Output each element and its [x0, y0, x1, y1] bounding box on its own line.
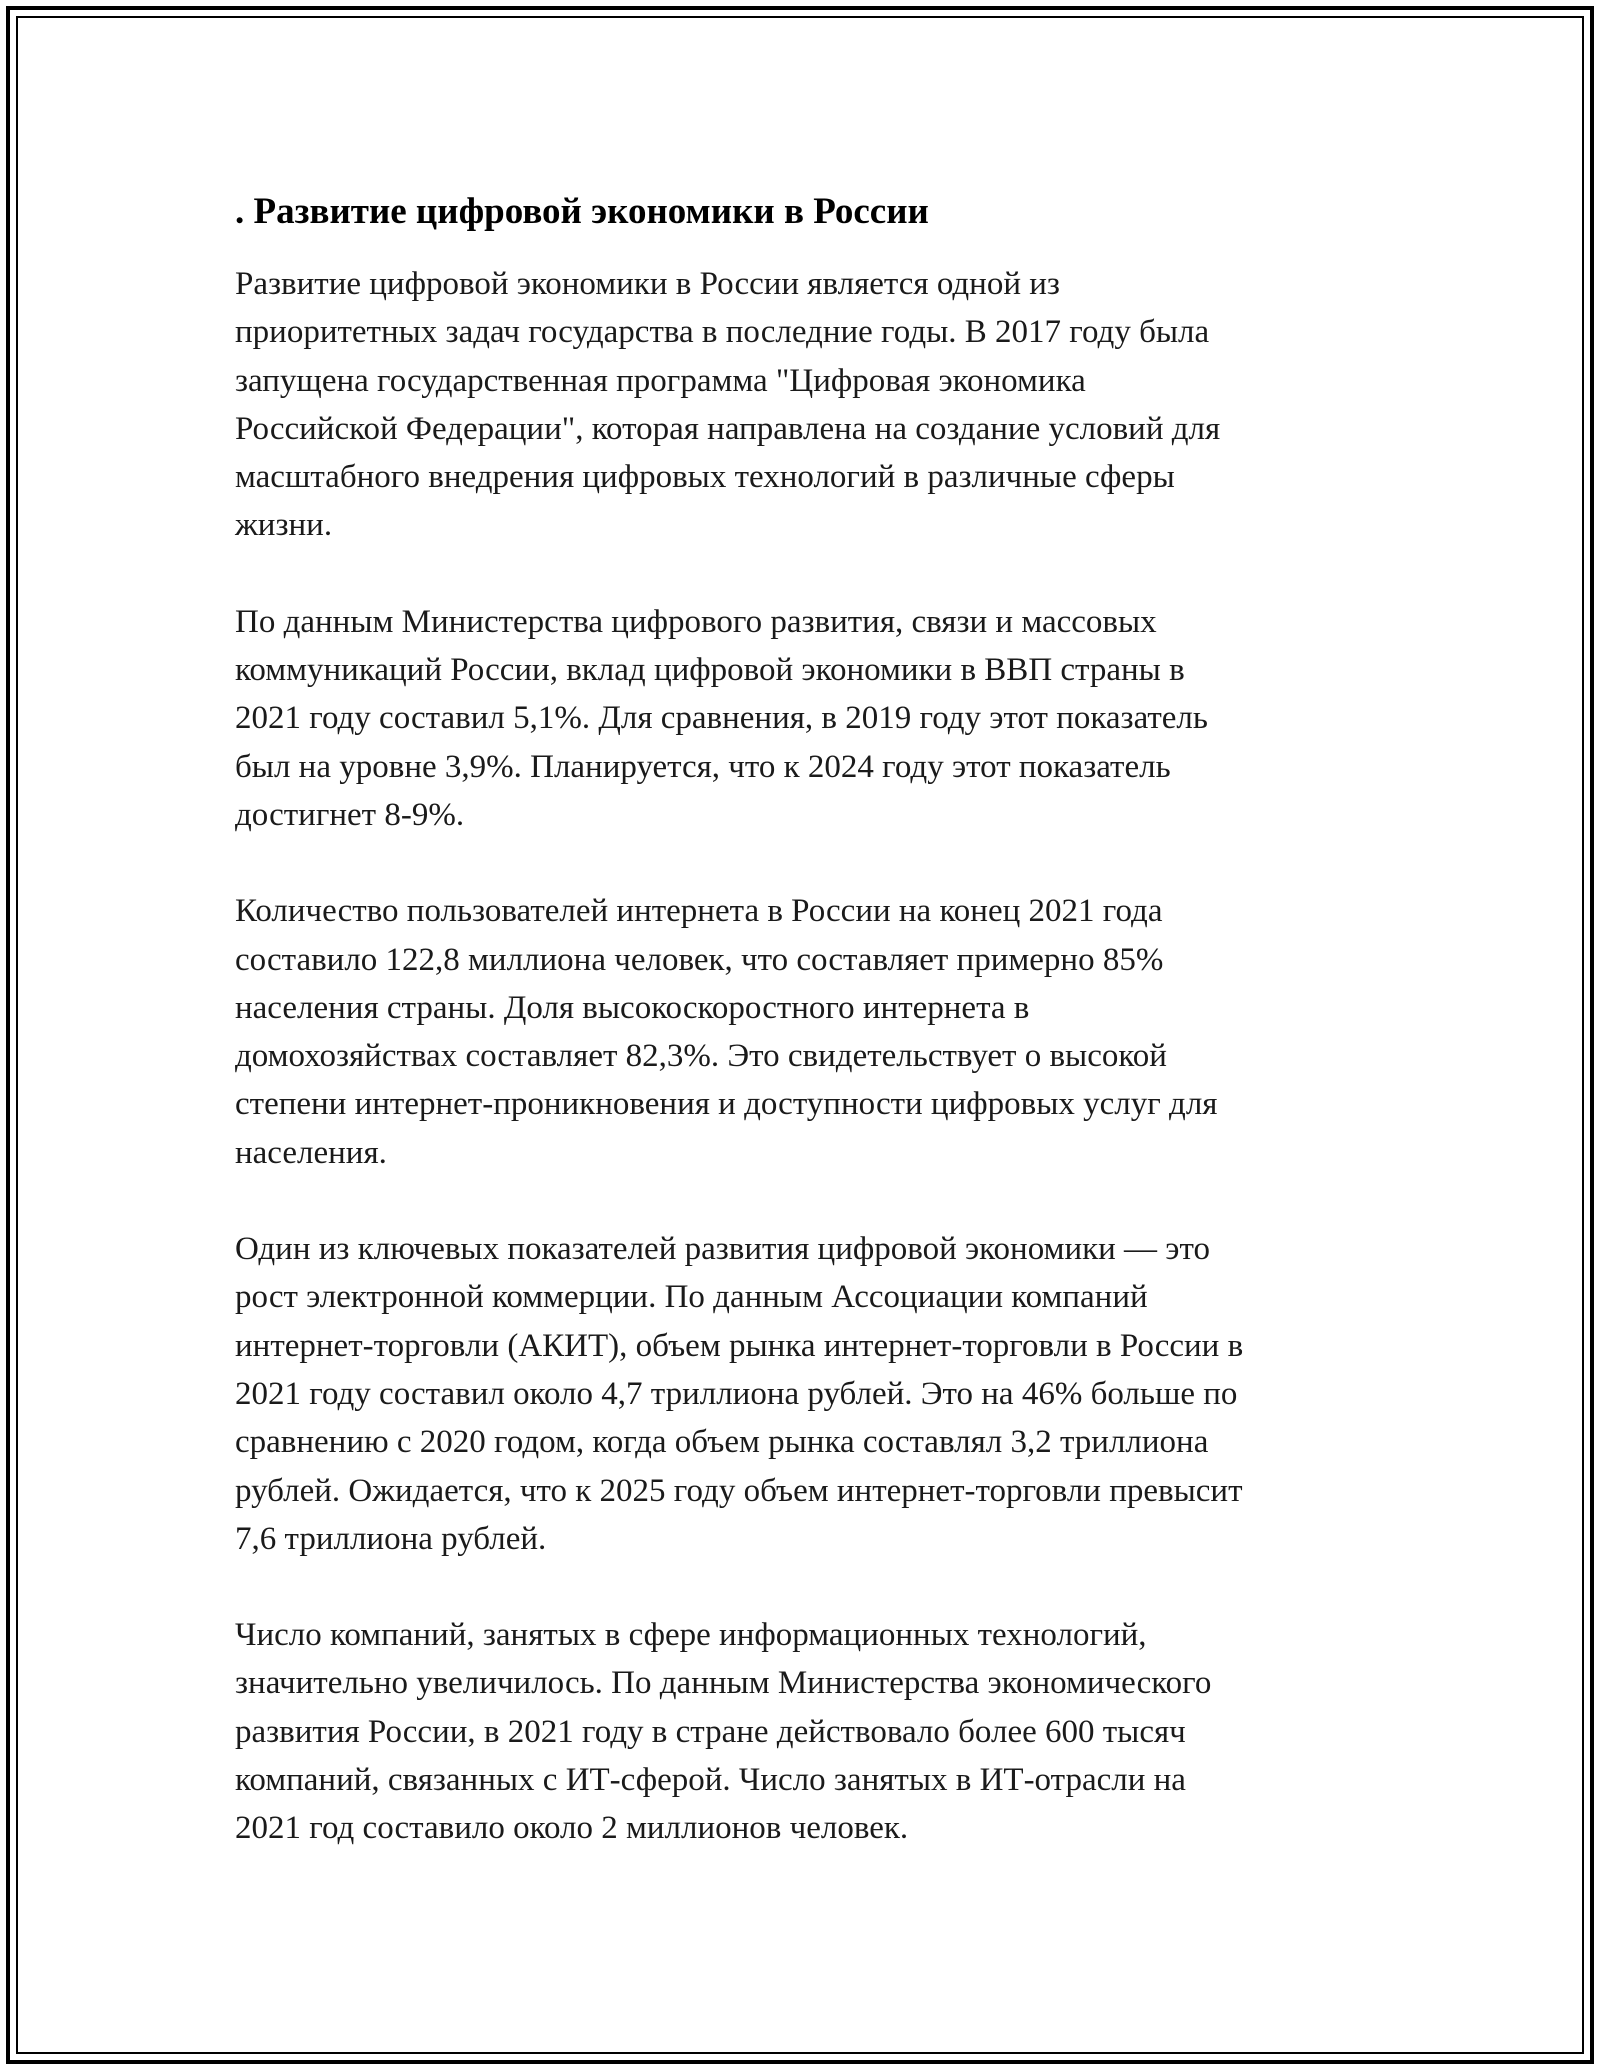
- paragraph-ecommerce: Один из ключевых показателей развития цифровой экономики — это рост электронной коммерции. По данным Ассоциации компаний интернет-торговли (АКИТ), объем рынка интернет-торговли в России в 2021 году составил около 4,7 триллиона рублей. Это на 46% больше по сравнению с 2020 годом, когда объем рынка составлял 3,2 триллиона рублей. Ожидается, что к 2025 году объем интернет-торговли превысит 7,6 триллиона рублей.: [235, 1231, 1244, 1557]
- paragraph-internet-users: Количество пользователей интернета в России на конец 2021 года составило 122,8 миллиона человек, что составляет примерно 85% населения страны. Доля высокоскоростного интернета в домохозяйствах составляет 82,3%. Это свидетельствует о высокой степени интернет-проникновения и доступности цифровых услуг для населения.: [235, 893, 1218, 1171]
- paragraph-it-companies: Число компаний, занятых в сфере информационных технологий, значительно увеличилось. По данным Министерства экономического развития России, в 2021 году в стране действовало более 600 тысяч компаний, связанных с ИТ-сферой. Число занятых в ИТ-отрасли на 2021 год составило около 2 миллионов человек.: [235, 1617, 1212, 1847]
- document-body: [235, 188, 1375, 1901]
- paragraph-gdp-share: По данным Министерства цифрового развития, связи и массовых коммуникаций России, вклад цифровой экономики в ВВП страны в 2021 году составил 5,1%. Для сравнения, в 2019 году этот показатель был на уровне 3,9%. Планируется, что к 2024 году этот показатель достигнет 8-9%.: [235, 603, 1208, 833]
- paragraph-digital-program: Развитие цифровой экономики в России является одной из приоритетных задач государства в последние годы. В 2017 году была запущена государственная программа "Цифровая экономика Российской Федерации", которая направлена на создание условий для масштабного внедрения цифровых технологий в различные сферы жизни.: [235, 266, 1221, 544]
- document-title: . Развитие цифровой экономики в России: [235, 191, 929, 232]
